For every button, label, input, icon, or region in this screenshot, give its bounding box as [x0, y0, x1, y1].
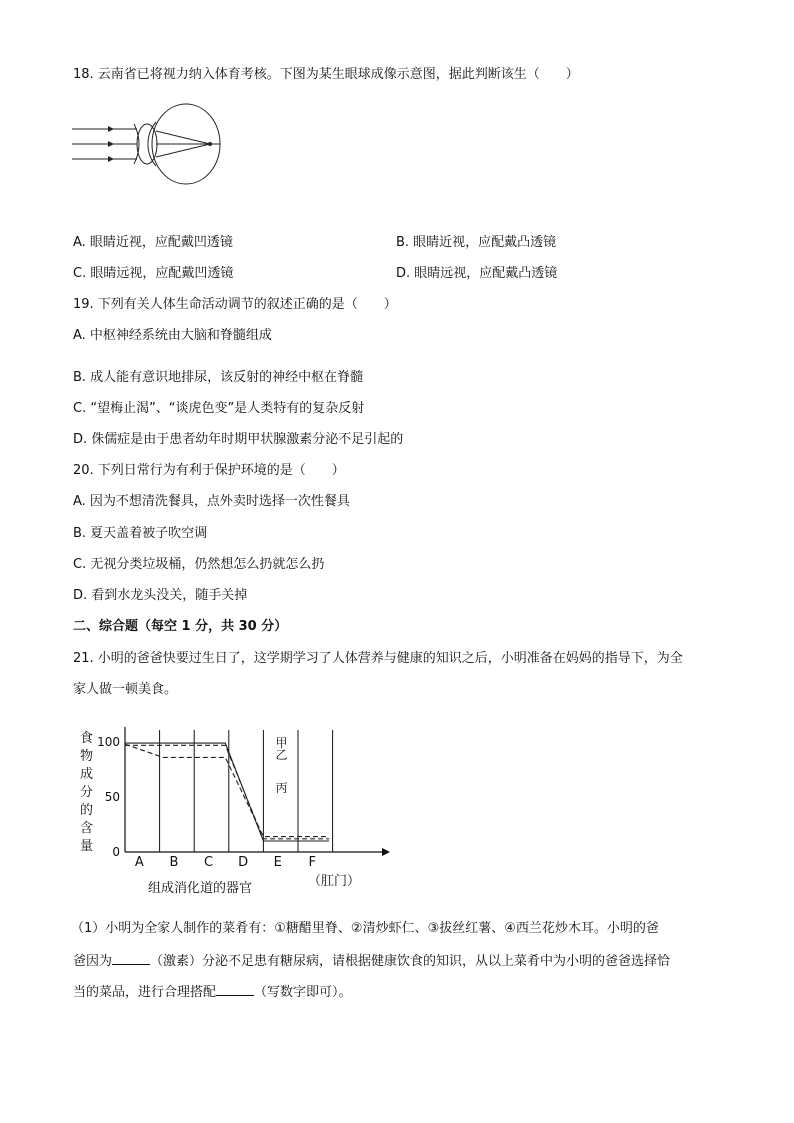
x-tick-label: B — [169, 855, 179, 870]
q19-option-d[interactable]: D. 侏儒症是由于患者幼年时期甲状腺激素分泌不足引起的 — [73, 432, 404, 447]
q19-option-a[interactable]: A. 中枢神经系统由大脑和脊髓组成 — [73, 328, 272, 343]
q20-stem: 20. 下列日常行为有利于保护环境的是（ ） — [73, 463, 345, 478]
digestion-chart — [70, 722, 400, 902]
series-label: 乙 — [275, 748, 288, 763]
q21-stem-line1: 21. 小明的爸爸快要过生日了，这学期学习了人体营养与健康的知识之后，小明准备在妈妈的指导下，为全 — [73, 651, 683, 666]
q20-option-b[interactable]: B. 夏天盖着被子吹空调 — [73, 526, 208, 541]
q19-option-c[interactable]: C. “望梅止渴”、“谈虎色变”是人类特有的复杂反射 — [73, 401, 365, 416]
q21-sub1-line1: （1）小明为全家人制作的菜肴有：①糖醋里脊、②清炒虾仁、③拔丝红薯、④西兰花炒木耳。小明的爸 — [71, 921, 659, 936]
q18-option-b[interactable]: B. 眼睛近视，应配戴凸透镜 — [396, 235, 557, 250]
q19-option-b[interactable]: B. 成人能有意识地排尿，该反射的神经中枢在脊髓 — [73, 370, 364, 385]
y-axis-label-char: 物 — [80, 749, 94, 764]
y-axis-label-char: 成 — [80, 767, 94, 782]
y-axis-label-char: 食 — [80, 731, 94, 746]
q18-option-a[interactable]: A. 眼睛近视，应配戴凹透镜 — [73, 235, 233, 250]
q18-option-c[interactable]: C. 眼睛远视，应配戴凹透镜 — [73, 266, 234, 281]
q21-sub1-line3-end: （写数字即可）。 — [254, 985, 352, 1000]
q21-sub1-line3 — [73, 983, 352, 1002]
q21-sub1-line2-end: （激素）分泌不足患有糖尿病，请根据健康饮食的知识，从以上菜肴中为小明的爸爸选择恰 — [150, 954, 671, 969]
q21-sub1-line3-start: 当的菜品，进行合理搭配 — [73, 985, 217, 1000]
eye-diagram — [70, 98, 230, 188]
series-label: 甲 — [275, 736, 288, 751]
x-tick-label: A — [134, 855, 144, 870]
y-axis-label-char: 的 — [80, 803, 94, 818]
x-tick-label: F — [308, 855, 317, 870]
y-tick-label: 50 — [104, 790, 120, 804]
x-axis-note: （肛门） — [308, 874, 361, 889]
x-axis-arrow — [382, 848, 390, 856]
y-axis-label-char: 分 — [80, 785, 94, 800]
q21-sub1-line2 — [73, 952, 670, 971]
q18-option-d[interactable]: D. 眼睛远视，应配戴凸透镜 — [396, 266, 558, 281]
y-axis-label-char: 量 — [80, 839, 94, 854]
x-tick-label: D — [238, 855, 249, 870]
q20-option-c[interactable]: C. 无视分类垃圾桶，仍然想怎么扔就怎么扔 — [73, 557, 325, 572]
series-label: 丙 — [275, 781, 288, 796]
q21-sub1-line2-start: 爸因为 — [73, 954, 113, 969]
x-axis-label: 组成消化道的器官 — [148, 881, 253, 896]
q21-stem-line2: 家人做一顿美食。 — [73, 682, 178, 697]
q20-option-a[interactable]: A. 因为不想清洗餐具，点外卖时选择一次性餐具 — [73, 494, 350, 509]
answer-blank-dishes[interactable] — [216, 983, 254, 996]
y-tick-label: 0 — [112, 845, 120, 859]
x-tick-label: E — [273, 855, 282, 870]
q18-stem: 18. 云南省已将视力纳入体育考核。下图为某生眼球成像示意图，据此判断该生（ ） — [73, 67, 579, 82]
answer-blank-hormone[interactable] — [112, 952, 150, 965]
q20-option-d[interactable]: D. 看到水龙头没关，随手关掉 — [73, 588, 248, 603]
y-axis-label — [80, 731, 93, 854]
q19-stem: 19. 下列有关人体生命活动调节的叙述正确的是（ ） — [73, 297, 397, 312]
x-tick-label: C — [203, 855, 214, 870]
section-heading: 二、综合题（每空 1 分，共 30 分） — [73, 619, 288, 634]
y-axis-label-char: 含 — [80, 821, 94, 836]
y-tick-label: 100 — [97, 735, 120, 749]
